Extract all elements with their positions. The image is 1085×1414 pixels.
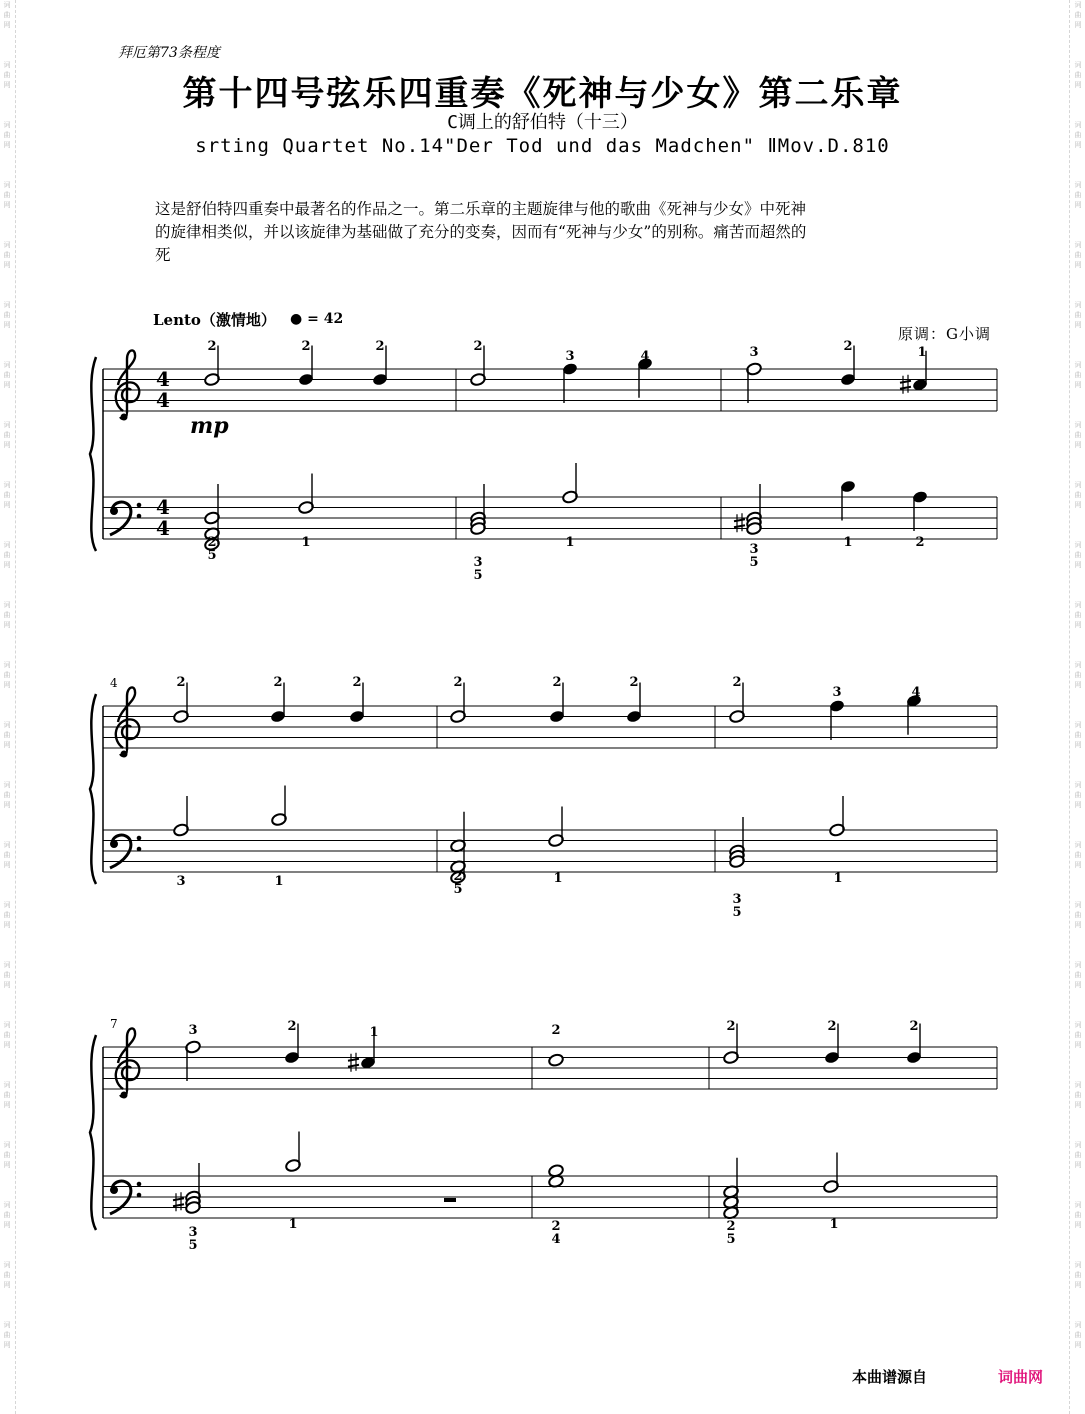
watermark-char: 词	[3, 121, 11, 129]
watermark-char: 曲	[3, 1151, 11, 1159]
treble-clef-icon	[116, 1028, 139, 1098]
treble-fingering: 4	[640, 349, 650, 364]
watermark-char: 网	[3, 741, 11, 749]
treble-fingering: 2	[287, 1019, 297, 1034]
measure-number: 4	[110, 676, 118, 690]
bass-fingering: 3	[176, 874, 186, 889]
bass-fingering: 1	[274, 874, 284, 889]
brace-icon	[90, 1035, 96, 1230]
bass-fingering: 1	[301, 535, 311, 550]
bass-fingering: 2	[551, 1219, 561, 1234]
watermark-char: 曲	[1074, 551, 1082, 559]
watermark-char: 网	[1074, 21, 1082, 29]
watermark-char: 网	[1074, 921, 1082, 929]
sharp-icon	[348, 1059, 359, 1061]
treble-fingering: 1	[369, 1025, 379, 1040]
watermark-char: 词	[1074, 1201, 1082, 1209]
watermark-char: 曲	[3, 191, 11, 199]
watermark-char: 词	[3, 1321, 11, 1329]
watermark-char: 曲	[3, 251, 11, 259]
watermark-char: 曲	[3, 371, 11, 379]
measure-number: 7	[110, 1017, 118, 1031]
watermark-char: 网	[3, 1281, 11, 1289]
treble-fingering: 2	[827, 1019, 837, 1034]
description-line: 的旋律相类似，并以该旋律为基础做了充分的变奏，因而有“死神与少女”的别称。痛苦而超然的	[155, 223, 807, 241]
watermark-char: 网	[1074, 681, 1082, 689]
bass-fingering: 2	[726, 1219, 736, 1234]
watermark-char: 词	[3, 181, 11, 189]
watermark-char: 词	[1074, 1321, 1082, 1329]
watermark-char: 词	[3, 541, 11, 549]
bass-fingering: 2	[453, 869, 463, 884]
watermark-char: 曲	[1074, 1271, 1082, 1279]
brace-icon	[90, 357, 96, 551]
watermark-char: 网	[3, 621, 11, 629]
sharp-icon	[173, 1198, 184, 1200]
watermark-char: 词	[3, 481, 11, 489]
watermark-char: 词	[1074, 1021, 1082, 1029]
sharp-icon	[734, 519, 745, 521]
watermark-char: 词	[3, 841, 11, 849]
watermark-char: 网	[3, 921, 11, 929]
time-signature-digit: 4	[156, 388, 170, 412]
watermark-char: 词	[3, 361, 11, 369]
watermark-char: 曲	[1074, 1211, 1082, 1219]
watermark-char: 曲	[1074, 1031, 1082, 1039]
watermark-char: 曲	[3, 71, 11, 79]
bass-fingering: 5	[453, 882, 463, 897]
watermark-char: 曲	[1074, 251, 1082, 259]
watermark-char: 网	[1074, 441, 1082, 449]
treble-fingering: 2	[207, 339, 217, 354]
watermark-char: 网	[3, 1341, 11, 1349]
tempo-marking: Lento（激情地）	[153, 311, 276, 329]
time-signature-digit: 4	[156, 367, 170, 391]
treble-fingering: 2	[273, 675, 283, 690]
watermark-char: 网	[1074, 321, 1082, 329]
watermark-char: 词	[1074, 1261, 1082, 1269]
bass-fingering: 5	[732, 905, 742, 920]
watermark-char: 词	[1074, 301, 1082, 309]
watermark-char: 曲	[3, 971, 11, 979]
watermark-char: 曲	[3, 131, 11, 139]
watermark-char: 曲	[1074, 611, 1082, 619]
half-rest	[444, 1198, 456, 1202]
treble-fingering: 2	[301, 339, 311, 354]
treble-fingering: 2	[843, 339, 853, 354]
treble-fingering: 2	[726, 1019, 736, 1034]
sharp-icon	[900, 387, 911, 389]
treble-fingering: 4	[911, 685, 921, 700]
watermark-char: 曲	[3, 911, 11, 919]
watermark-char: 网	[1074, 381, 1082, 389]
watermark-char: 曲	[3, 11, 11, 19]
bass-fingering: 5	[188, 1238, 198, 1253]
bass-fingering: 3	[188, 1225, 198, 1240]
treble-fingering: 2	[552, 675, 562, 690]
watermark-char: 曲	[3, 851, 11, 859]
watermark-char: 曲	[1074, 311, 1082, 319]
watermark-char: 网	[1074, 1281, 1082, 1289]
bass-fingering: 5	[207, 548, 217, 563]
watermark-char: 网	[1074, 741, 1082, 749]
footer-site-name[interactable]: 词曲网	[998, 1368, 1044, 1386]
treble-fingering: 2	[375, 339, 385, 354]
watermark-char: 网	[1074, 1101, 1082, 1109]
watermark-char: 网	[3, 801, 11, 809]
watermark-char: 曲	[1074, 1331, 1082, 1339]
watermark-char: 词	[1074, 361, 1082, 369]
score-systems	[90, 339, 997, 1253]
watermark-char: 词	[1074, 961, 1082, 969]
bass-fingering: 1	[565, 535, 575, 550]
brace-icon	[90, 694, 96, 884]
whole-note	[548, 1053, 565, 1067]
treble-clef-icon	[116, 350, 139, 420]
page-title: 第十四号弦乐四重奏《死神与少女》第二乐章	[182, 74, 903, 114]
watermark-char: 词	[3, 1261, 11, 1269]
treble-clef-icon	[116, 687, 139, 757]
treble-fingering: 3	[188, 1023, 198, 1038]
treble-fingering: 2	[909, 1019, 919, 1034]
watermark-char: 曲	[3, 1271, 11, 1279]
watermark-char: 网	[3, 861, 11, 869]
watermark-char: 曲	[1074, 851, 1082, 859]
watermark-char: 词	[1074, 721, 1082, 729]
watermark-char: 网	[3, 261, 11, 269]
sharp-icon	[173, 1204, 184, 1206]
time-signature-digit: 4	[156, 495, 170, 519]
subtitle: C调上的舒伯特（十三）	[447, 112, 638, 133]
watermark-char: 曲	[1074, 1151, 1082, 1159]
watermark-char: 网	[3, 141, 11, 149]
watermark-char: 网	[1074, 81, 1082, 89]
watermark-char: 网	[1074, 621, 1082, 629]
watermark-char: 词	[1074, 121, 1082, 129]
watermark-char: 网	[1074, 1161, 1082, 1169]
dynamic-marking: mp	[190, 413, 229, 439]
original-key-label: 原调：G小调	[898, 325, 991, 343]
watermark-char: 网	[3, 501, 11, 509]
bass-fingering: 2	[207, 535, 217, 550]
watermark-char: 网	[1074, 801, 1082, 809]
watermark-char: 词	[3, 901, 11, 909]
watermark-char: 网	[1074, 1341, 1082, 1349]
watermark-char: 曲	[3, 491, 11, 499]
quarter-note-icon: ●	[290, 311, 303, 327]
watermark-char: 网	[3, 321, 11, 329]
bass-fingering: 3	[749, 542, 759, 557]
bass-fingering: 5	[473, 568, 483, 583]
watermark-char: 网	[1074, 1221, 1082, 1229]
book-level-label: 拜厄第73条程度	[118, 45, 220, 61]
watermark-char: 词	[1074, 541, 1082, 549]
watermark-char: 词	[3, 61, 11, 69]
sharp-icon	[900, 381, 911, 383]
watermark-char: 词	[3, 601, 11, 609]
watermark-char: 网	[3, 681, 11, 689]
watermark-char: 曲	[1074, 1091, 1082, 1099]
watermark-char: 词	[3, 421, 11, 429]
description-line: 死	[155, 246, 171, 264]
watermark-char: 词	[3, 721, 11, 729]
watermark-char: 曲	[3, 1031, 11, 1039]
watermark-char: 词	[3, 661, 11, 669]
treble-fingering: 2	[551, 1023, 561, 1038]
tempo-bpm-value: = 42	[307, 311, 344, 327]
watermark-char: 网	[3, 1161, 11, 1169]
watermark-char: 词	[3, 1021, 11, 1029]
description-line: 这是舒伯特四重奏中最著名的作品之一。第二乐章的主题旋律与他的歌曲《死神与少女》中死神	[155, 200, 807, 218]
treble-fingering: 2	[453, 675, 463, 690]
watermark-char: 曲	[1074, 491, 1082, 499]
watermark-char: 网	[3, 21, 11, 29]
watermark-char: 曲	[3, 551, 11, 559]
watermark-char: 词	[1074, 1081, 1082, 1089]
watermark-char: 曲	[1074, 71, 1082, 79]
watermark-char: 词	[1074, 841, 1082, 849]
watermark-char: 曲	[3, 671, 11, 679]
treble-fingering: 3	[565, 349, 575, 364]
watermark-char: 曲	[3, 731, 11, 739]
watermark-char: 曲	[1074, 731, 1082, 739]
watermark-char: 网	[3, 981, 11, 989]
watermark-char: 网	[3, 201, 11, 209]
watermark-char: 词	[1074, 61, 1082, 69]
watermark-char: 网	[1074, 981, 1082, 989]
watermark-char: 词	[1074, 181, 1082, 189]
watermark-char: 曲	[1074, 791, 1082, 799]
english-subtitle: srting Quartet No.14"Der Tod und das Madchen" ⅡMov.D.810	[195, 135, 890, 157]
treble-fingering: 1	[917, 345, 927, 360]
watermark-char: 网	[1074, 261, 1082, 269]
time-signature-digit: 4	[156, 516, 170, 540]
watermark-char: 网	[3, 441, 11, 449]
watermark-char: 网	[1074, 501, 1082, 509]
treble-fingering: 3	[749, 345, 759, 360]
watermark-char: 网	[3, 1221, 11, 1229]
treble-fingering: 2	[732, 675, 742, 690]
watermark-char: 曲	[3, 1091, 11, 1099]
treble-fingering: 2	[473, 339, 483, 354]
watermark-char: 网	[1074, 561, 1082, 569]
watermark-char: 词	[3, 1081, 11, 1089]
watermark-char: 词	[1074, 781, 1082, 789]
watermark-char: 词	[3, 301, 11, 309]
watermark-char: 曲	[3, 1211, 11, 1219]
treble-fingering: 2	[629, 675, 639, 690]
watermark-char: 词	[1074, 1141, 1082, 1149]
watermark-char: 网	[1074, 1041, 1082, 1049]
bass-fingering: 3	[732, 892, 742, 907]
watermark-char: 网	[1074, 201, 1082, 209]
watermark-char: 词	[3, 781, 11, 789]
watermark-char: 曲	[1074, 11, 1082, 19]
bass-fingering: 1	[843, 535, 853, 550]
bass-fingering: 2	[915, 535, 925, 550]
watermark-char: 曲	[3, 791, 11, 799]
watermark-char: 词	[1074, 661, 1082, 669]
bass-fingering: 5	[726, 1232, 736, 1247]
watermark-char: 词	[1074, 601, 1082, 609]
watermark-char: 网	[3, 561, 11, 569]
treble-fingering: 3	[832, 685, 842, 700]
footer-source-label: 本曲谱源自	[852, 1368, 928, 1386]
watermark-char: 曲	[1074, 371, 1082, 379]
watermark-char: 曲	[1074, 431, 1082, 439]
watermark-char: 词	[3, 1201, 11, 1209]
bass-fingering: 1	[553, 871, 563, 886]
bass-fingering: 1	[833, 871, 843, 886]
watermark-char: 曲	[1074, 191, 1082, 199]
watermark-char: 曲	[3, 1331, 11, 1339]
treble-fingering: 2	[176, 675, 186, 690]
watermark-char: 词	[1074, 481, 1082, 489]
bass-fingering: 5	[749, 555, 759, 570]
watermark-char: 词	[3, 961, 11, 969]
bass-fingering: 4	[551, 1232, 561, 1247]
watermark-char: 词	[3, 241, 11, 249]
bass-fingering: 1	[288, 1217, 298, 1232]
watermark-char: 网	[1074, 861, 1082, 869]
watermark-char: 网	[3, 81, 11, 89]
watermark-char: 词	[1074, 241, 1082, 249]
watermark-char: 词	[3, 1141, 11, 1149]
watermark-char: 曲	[1074, 911, 1082, 919]
watermark-char: 曲	[1074, 971, 1082, 979]
watermark-char: 词	[1074, 901, 1082, 909]
treble-fingering: 2	[352, 675, 362, 690]
watermark-char: 曲	[3, 311, 11, 319]
watermark-char: 网	[3, 1101, 11, 1109]
bass-fingering: 1	[829, 1217, 839, 1232]
watermark-char: 词	[1074, 1, 1082, 9]
sharp-icon	[348, 1065, 359, 1067]
watermark-char: 曲	[1074, 671, 1082, 679]
watermark-char: 曲	[3, 431, 11, 439]
watermark-char: 网	[1074, 141, 1082, 149]
watermark-char: 网	[3, 1041, 11, 1049]
watermark-char: 曲	[1074, 131, 1082, 139]
watermark-char: 词	[1074, 421, 1082, 429]
watermark-char: 网	[3, 381, 11, 389]
watermark-char: 曲	[3, 611, 11, 619]
watermark-char: 词	[3, 1, 11, 9]
sharp-icon	[734, 525, 745, 527]
bass-fingering: 3	[473, 555, 483, 570]
